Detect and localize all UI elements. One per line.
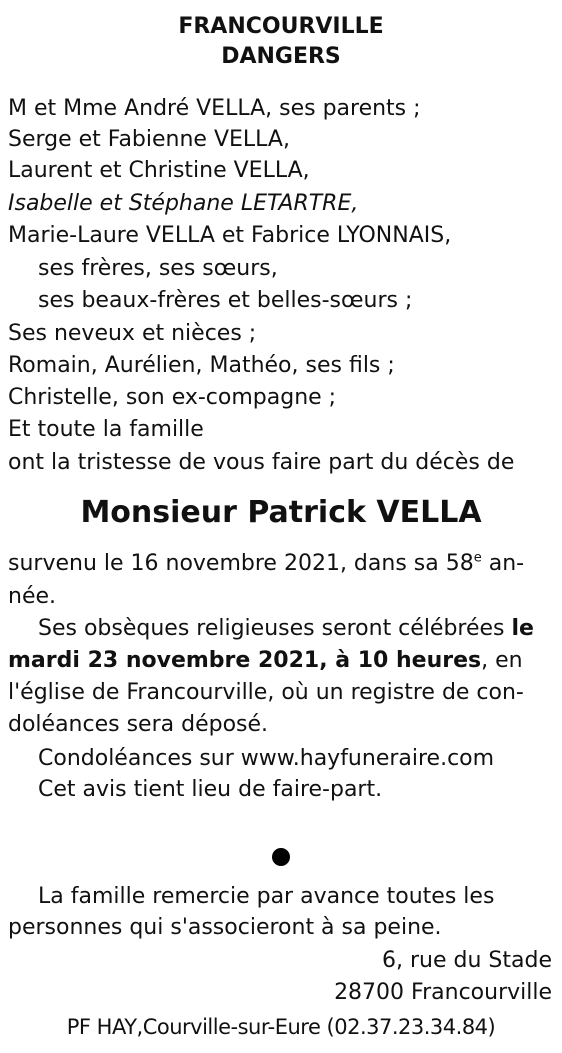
family-line: Romain, Aurélien, Mathéo, ses fils ;: [8, 353, 395, 378]
family-line: ses beaux-frères et belles-sœurs ;: [38, 288, 413, 313]
funeral-line-3: l'église de Francourville, où un registre de con-: [8, 680, 524, 705]
death-date-line: survenu le 16 novembre 2021, dans sa 58e an-: [8, 550, 525, 576]
funeral-line-1: Ses obsèques religieuses seront célébrées le: [38, 616, 534, 641]
header-other-city: DANGERS: [221, 44, 341, 69]
address-street: 6, rue du Stade: [382, 948, 552, 973]
family-line: Laurent et Christine VELLA,: [8, 158, 310, 183]
funeral-line-2: mardi 23 novembre 2021, à 10 heures, en: [8, 648, 523, 673]
family-line: Marie-Laure VELLA et Fabrice LYONNAIS,: [8, 223, 452, 248]
funeral-line-4: doléances sera déposé.: [8, 712, 269, 737]
family-line: ses frères, ses sœurs,: [38, 256, 278, 281]
deceased-name: Monsieur Patrick VELLA: [80, 495, 482, 530]
family-line: Christelle, son ex-compagne ;: [8, 385, 337, 410]
announcement-line: ont la tristesse de vous faire part du décès de: [8, 450, 515, 475]
family-line: M et Mme André VELLA, ses parents ;: [8, 96, 421, 121]
address-city: 28700 Francourville: [334, 980, 552, 1005]
thanks-line-2: personnes qui s'associeront à sa peine.: [8, 915, 442, 940]
thanks-line-1: La famille remercie par avance toutes les: [38, 884, 495, 909]
notice-line: Cet avis tient lieu de faire-part.: [38, 777, 383, 802]
family-line: Et toute la famille: [8, 417, 204, 442]
family-line: Ses neveux et nièces ;: [8, 321, 257, 346]
family-line: Isabelle et Stéphane LETARTRE,: [8, 191, 359, 216]
separator-dot: [272, 848, 290, 866]
header-city: FRANCOURVILLE: [178, 14, 384, 39]
family-line: Serge et Fabienne VELLA,: [8, 127, 290, 152]
condolences-line: Condoléances sur www.hayfuneraire.com: [38, 746, 495, 771]
funeral-home: PF HAY,Courville-sur-Eure (02.37.23.34.84): [66, 1015, 496, 1039]
death-date-line-2: née.: [8, 584, 57, 609]
